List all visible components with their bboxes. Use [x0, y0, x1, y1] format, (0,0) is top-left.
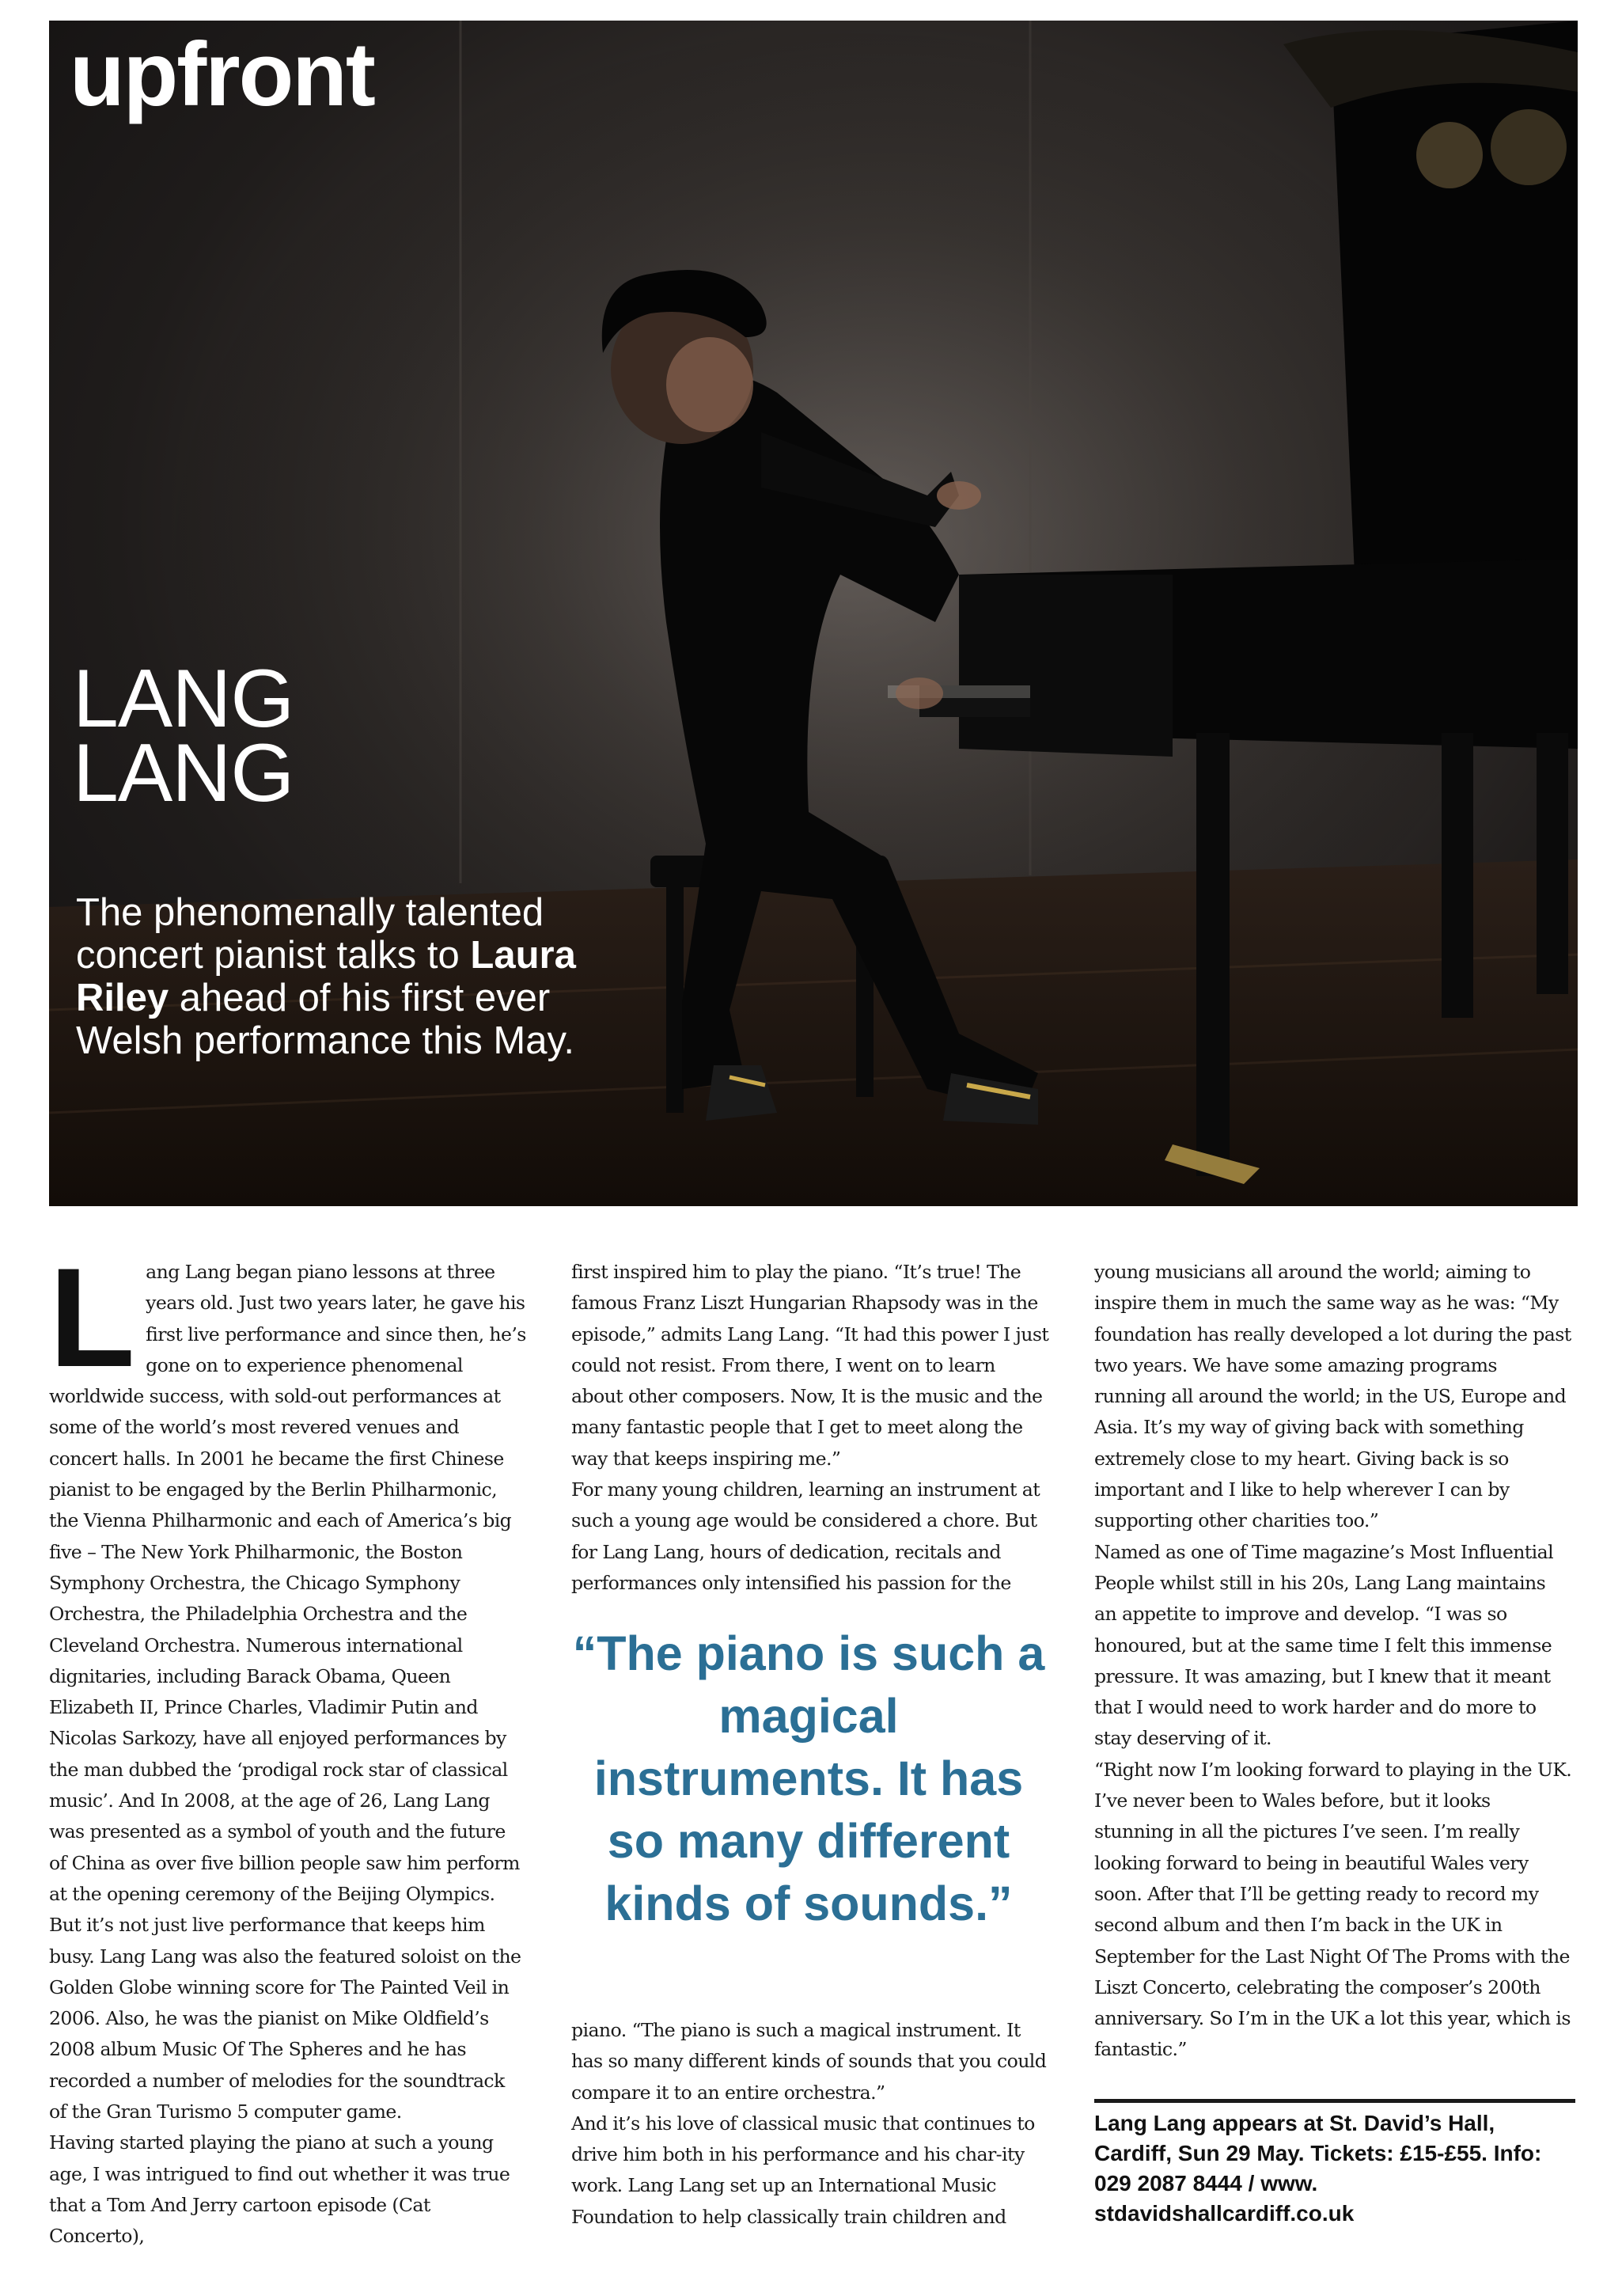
article-column-2 — [571, 1257, 1049, 1599]
pull-quote: “The piano is such a magical instruments. It has so many different kinds of sounds.” — [572, 1626, 1045, 1930]
paragraph: Named as one of Time magazine’s Most Influential People whilst still in his 20s, Lang Lang maintains an appetite to improve and develop. “I was so honoured, but at the same time I felt this immense pressure. It was amazing, but I knew that it meant that I would need to work harder and do more to stay deserving of it. — [1094, 1540, 1554, 1750]
paragraph: Having started playing the piano at such a young age, I was intrigued to find out whether it was true that a Tom And Jerry cartoon episode (Cat Concerto), — [49, 2131, 510, 2248]
author-name: Laura Riley — [76, 934, 576, 1019]
standfirst — [76, 891, 646, 1062]
info-divider — [1094, 2099, 1575, 2103]
article-column-1 — [49, 1239, 527, 2252]
hero-photo — [49, 21, 1578, 1206]
section-label: upfront — [70, 25, 374, 125]
article-column-3 — [1094, 1257, 1572, 2066]
paragraph: And it’s his love of classical music that continues to drive him both in his performance and his char-ity work. Lang Lang set up an International Music Foundation to help classically train children and — [571, 2112, 1035, 2228]
paragraph: ang Lang began piano lessons at three years old. Just two years later, he gave his first live performance and since then, he’s gone on to experience phenomenal worldwide success, with sold-out performances at some of the world’s most revered venues and concert halls. In 2001 he became the first Chinese pianist to be engaged by the Berlin Philharmonic, the Vienna Philharmonic and each of America’s big five – The New York Philharmonic, the Boston Symphony Orchestra, the Chicago Symphony Orchestra, the Philadelphia Orchestra and the Cleveland Orchestra. Numerous international dignitaries, including Barack Obama, Queen Elizabeth II, Prince Charles, Vladimir Putin and Nicolas Sarkozy, have all enjoyed performances by the man dubbed the ‘prodigal rock star of classical music’. And In 2008, at the age of 26, Lang Lang was presented as a symbol of youth and the future of China as over five billion people saw him perform at the opening ceremony of the Beijing Olympics. — [49, 1261, 526, 1905]
paragraph: But it’s not just live performance that keeps him busy. Lang Lang was also the featured soloist on the Golden Globe winning score for The Painted Veil in 2006. Also, he was the pianist on Mike Oldfield’s 2008 album Music Of The Spheres and he has recorded a number of melodies for the soundtrack of the Gran Turismo 5 computer game. — [49, 1914, 521, 2123]
title-line-1: LANG — [73, 653, 294, 745]
drop-cap: L — [49, 1239, 135, 1396]
paragraph: young musicians all around the world; aiming to inspire them in much the same way as he was: “My foundation has really developed a lot during the past two years. We have some amazing programs running all around the world; in the US, Europe and Asia. It’s my way of giving back with something extremely close to my heart. Giving back is so important and I like to help wherever I can by supporting other charities too.” — [1094, 1261, 1571, 1532]
article-column-2-continued — [571, 2015, 1049, 2233]
standfirst-text-1: The phenomenally talented concert pianist talks to — [76, 891, 544, 977]
title-line-2: LANG — [73, 727, 294, 819]
standfirst-text-2: ahead of his first ever Welsh performance this May. — [76, 977, 574, 1062]
article-title — [73, 653, 294, 819]
paragraph: first inspired him to play the piano. “It’s true! The famous Franz Liszt Hungarian Rhapsody was in the episode,” admits Lang Lang. “It had this power I just could not resist. From there, I went on to learn about other composers. Now, It is the music and the many fantastic people that I get to meet along the way that keeps inspiring me.” — [571, 1261, 1049, 1470]
paragraph: For many young children, learning an instrument at such a young age would be considered a chore. But for Lang Lang, hours of dedication, recitals and performances only intensified his passion for the — [571, 1478, 1040, 1594]
paragraph: “Right now I’m looking forward to playing in the UK. I’ve never been to Wales before, but it looks stunning in all the pictures I’ve seen. I’m really looking forward to being in beautiful Wales very soon. After that I’ll be getting ready to record my second album and then I’m back in the UK in September for the Last Night Of The Proms with the Liszt Concerto, celebrating the composer’s 200th anniversary. So I’m in the UK a lot this year, which is fantastic.” — [1094, 1758, 1572, 2061]
paragraph: piano. “The piano is such a magical instrument. It has so many different kinds of sounds that you could compare it to an entire orchestra.” — [571, 2019, 1047, 2104]
event-info: Lang Lang appears at St. David’s Hall, Cardiff, Sun 29 May. Tickets: £15-£55. Info: 029 2087 8444 / www. stdavidshallcardiff.co.uk — [1094, 2111, 1542, 2226]
